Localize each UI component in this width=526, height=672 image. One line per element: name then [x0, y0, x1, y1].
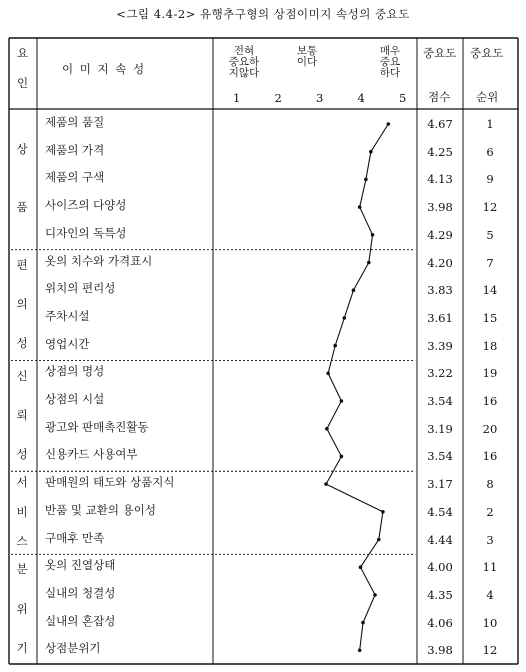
- importance-point: [381, 510, 385, 514]
- importance-rank: 6: [486, 144, 494, 159]
- scale-tick-label: 3: [316, 91, 324, 105]
- factor-label-char: 뢰: [16, 407, 28, 422]
- factor-label-char: 기: [16, 641, 28, 656]
- importance-rank: 12: [482, 643, 498, 658]
- attribute-label: 사이즈의 다양성: [45, 198, 127, 213]
- scale-label-line: 보통: [296, 45, 318, 57]
- importance-score: 4.20: [427, 255, 453, 270]
- importance-rank: 15: [482, 310, 498, 325]
- scale-label-line: 중요하: [228, 56, 260, 69]
- factor-label-char: 품: [16, 199, 28, 214]
- scale-tick-label: 1: [233, 91, 241, 105]
- importance-rank: 3: [486, 532, 494, 547]
- importance-point: [373, 593, 377, 597]
- importance-score: 3.22: [427, 366, 453, 381]
- importance-point: [371, 233, 375, 237]
- importance-rank: 5: [486, 227, 494, 242]
- scale-label-line: 매우: [379, 45, 401, 57]
- importance-rank: 11: [482, 560, 498, 575]
- importance-point: [340, 455, 344, 459]
- importance-score: 4.29: [427, 227, 453, 242]
- importance-score: 4.00: [427, 560, 453, 575]
- importance-point: [364, 178, 368, 182]
- importance-point: [343, 316, 347, 320]
- importance-rank: 1: [486, 117, 494, 131]
- scale-tick-label: 2: [274, 91, 282, 105]
- importance-rank: 10: [482, 615, 498, 630]
- factor-label-char: 분: [16, 562, 28, 577]
- importance-point: [340, 399, 344, 403]
- scale-label: [372, 46, 408, 79]
- attribute-label: 광고와 판매촉진활동: [45, 419, 149, 434]
- importance-point: [333, 344, 337, 348]
- factor-label-char: 성: [16, 447, 28, 462]
- header-rank-bottom: 순위: [476, 90, 499, 104]
- attribute-label: 상점의 명성: [45, 364, 105, 379]
- importance-rank: 12: [482, 200, 498, 215]
- factor-label-char: 신: [16, 368, 28, 383]
- importance-point: [377, 538, 381, 542]
- importance-score: 4.25: [427, 144, 453, 159]
- importance-point: [361, 621, 365, 625]
- importance-point: [352, 288, 356, 292]
- factor-label-char: 의: [16, 297, 28, 312]
- importance-point: [359, 565, 363, 569]
- attribute-label: 상점의 시설: [45, 392, 105, 406]
- attribute-label: 실내의 청결성: [45, 585, 116, 600]
- importance-score: 4.06: [427, 615, 453, 630]
- importance-score: 3.17: [427, 477, 453, 492]
- header-factor-char: 요: [17, 46, 29, 60]
- importance-score: 3.61: [427, 310, 453, 325]
- importance-score: 4.54: [427, 504, 453, 519]
- figure-caption: <그림 4.4-2> 유행추구형의 상점이미지 속성의 중요도: [116, 7, 410, 21]
- importance-rank: 8: [486, 477, 494, 492]
- attribute-label: 반품 및 교환의 용이성: [45, 502, 156, 517]
- importance-rank: 14: [482, 283, 498, 298]
- importance-rank: 19: [482, 366, 498, 381]
- importance-point: [369, 150, 373, 154]
- importance-rank: 16: [482, 449, 498, 464]
- importance-rank: 4: [486, 587, 494, 602]
- factor-label-char: 편: [16, 257, 28, 272]
- importance-score: 4.13: [427, 172, 453, 187]
- importance-score: 3.98: [427, 643, 453, 658]
- importance-rank: 9: [486, 172, 494, 187]
- importance-point: [358, 205, 362, 209]
- factor-label-char: 서: [16, 475, 28, 490]
- importance-rank: 7: [486, 255, 494, 270]
- header-score-bottom: 점수: [428, 90, 451, 104]
- importance-point: [324, 482, 328, 486]
- attribute-label: 디자인의 독특성: [45, 225, 127, 240]
- importance-rank: 20: [482, 421, 498, 436]
- importance-score: 3.54: [427, 449, 453, 464]
- attribute-label: 제품의 품질: [45, 115, 105, 129]
- header-rank-top: 중요도: [470, 46, 504, 60]
- scale-label-line: 전혀: [233, 45, 255, 57]
- attribute-label: 영업시간: [45, 336, 90, 351]
- importance-point: [367, 261, 371, 265]
- attribute-label: 제품의 가격: [45, 142, 105, 157]
- scale-tick-label: 5: [399, 91, 407, 105]
- importance-point: [326, 372, 330, 376]
- factor-label-char: 위: [16, 601, 28, 616]
- importance-score: 3.83: [427, 283, 453, 298]
- importance-rank: 16: [482, 394, 498, 408]
- importance-score: 3.39: [427, 338, 453, 353]
- importance-point: [387, 122, 391, 126]
- attribute-label: 판매원의 태도와 상품지식: [45, 475, 175, 490]
- attribute-label: 옷의 진열상태: [45, 558, 116, 573]
- importance-score: 4.67: [427, 117, 453, 131]
- attribute-label: 신용카드 사용여부: [45, 447, 138, 462]
- attribute-label: 주차시설: [45, 308, 90, 323]
- factor-label-char: 성: [16, 336, 28, 351]
- scale-label-line: 하다: [379, 67, 401, 80]
- importance-rank: 2: [486, 504, 494, 519]
- importance-rank: 18: [482, 338, 498, 353]
- importance-score: 3.54: [427, 394, 453, 408]
- importance-point: [325, 427, 329, 431]
- scale-label: [289, 46, 325, 68]
- attribute-label: 실내의 혼잡성: [45, 613, 116, 628]
- factor-label-char: 스: [16, 534, 28, 549]
- importance-score: 3.98: [427, 200, 453, 215]
- importance-score: 4.35: [427, 587, 453, 602]
- importance-score: 4.44: [427, 532, 453, 547]
- scale-label-line: 중요: [379, 56, 401, 69]
- scale-label: [226, 46, 262, 79]
- importance-profile-line: [326, 124, 388, 650]
- scale-label-line: 지않다: [228, 67, 260, 80]
- header-factor-char: 인: [17, 76, 29, 90]
- attribute-label: 제품의 구색: [45, 170, 105, 185]
- header-attribute: 이 미 지 속 성: [62, 62, 146, 76]
- attribute-label: 위치의 편리성: [45, 281, 116, 296]
- header-score-top: 중요도: [423, 46, 457, 60]
- importance-score: 3.19: [427, 421, 453, 436]
- scale-tick-label: 4: [357, 91, 365, 105]
- importance-point: [358, 649, 362, 653]
- attribute-label: 상점분위기: [45, 641, 101, 656]
- factor-label-char: 상: [16, 142, 28, 157]
- attribute-label: 구매후 만족: [45, 530, 105, 545]
- attribute-label: 옷의 치수와 가격표시: [45, 253, 153, 268]
- factor-label-char: 비: [16, 504, 28, 519]
- scale-label-line: 이다: [296, 56, 318, 69]
